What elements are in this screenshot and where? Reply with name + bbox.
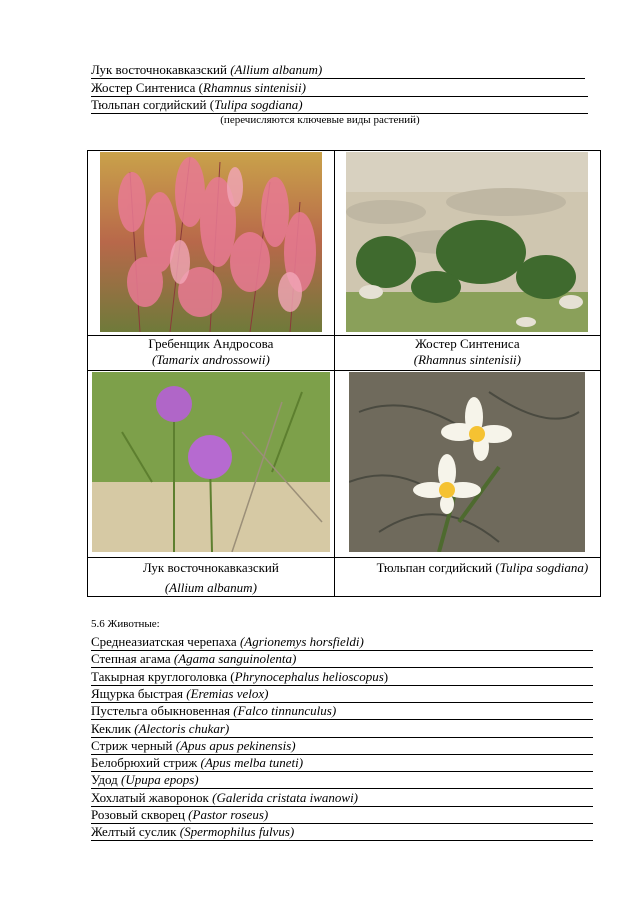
allium-photo [92, 372, 330, 552]
photo-cell [88, 371, 335, 558]
caption-latin-name: (Tamarix androssowii) [151, 352, 270, 367]
photo-caption [334, 558, 600, 597]
animal-list-item: Желтый суслик (Spermophilus fulvus) [91, 824, 593, 841]
caption-latin-name: (Allium albanum) [164, 580, 257, 595]
plant-list-item: Жостер Синтениса (Rhamnus sintenisii) [91, 80, 588, 97]
rhamnus-photo [346, 152, 588, 332]
animal-list-item: Среднеазиатская черепаха (Agrionemys horsfieldi) [91, 634, 593, 651]
animal-list-item: Белобрюхий стриж (Apus melba tuneti) [91, 755, 593, 772]
caption-common-name: Жостер Синтениса [415, 336, 520, 351]
caption-common-name: Тюльпан согдийский ( [376, 560, 500, 575]
animal-list-item: Розовый скворец (Pastor roseus) [91, 807, 593, 824]
section-title: 5.6 Животные: [91, 618, 160, 630]
animal-list-item: Стриж черный (Apus apus pekinensis) [91, 738, 593, 755]
caption-common-name: Лук восточнокавказский [142, 560, 279, 575]
photo-caption [88, 558, 335, 597]
plant-list-note: (перечисляются ключевые виды растений) [220, 114, 420, 126]
photo-caption [88, 336, 335, 371]
tamarix-photo [100, 152, 322, 332]
caption-latin-name: Tulipa sogdiana) [499, 560, 589, 575]
animal-list-item: Хохлатый жаворонок (Galerida cristata iwanowi) [91, 790, 593, 807]
animal-list-item: Такырная круглоголовка (Phrynocephalus helioscopus) [91, 669, 593, 686]
animal-list-item: Ящурка быстрая (Eremias velox) [91, 686, 593, 703]
caption-latin-name: (Rhamnus sintenisii) [413, 352, 521, 367]
plant-list-item: Лук восточнокавказский (Allium albanum) [91, 62, 585, 79]
photo-cell [334, 151, 600, 336]
animal-list-item: Пустельга обыкновенная (Falco tinnunculus) [91, 703, 593, 720]
animal-list-item: Удод (Upupa epops) [91, 772, 593, 789]
tulipa-photo [349, 372, 585, 552]
caption-common-name: Гребенщик Андросова [148, 336, 274, 351]
animal-list-item: Кеклик (Alectoris chukar) [91, 721, 593, 738]
photo-table [87, 150, 601, 597]
plant-list-item: Тюльпан согдийский (Tulipa sogdiana) [91, 97, 588, 114]
photo-cell [334, 371, 600, 558]
animal-list-item: Степная агама (Agama sanguinolenta) [91, 651, 593, 668]
photo-caption [334, 336, 600, 371]
photo-cell [88, 151, 335, 336]
